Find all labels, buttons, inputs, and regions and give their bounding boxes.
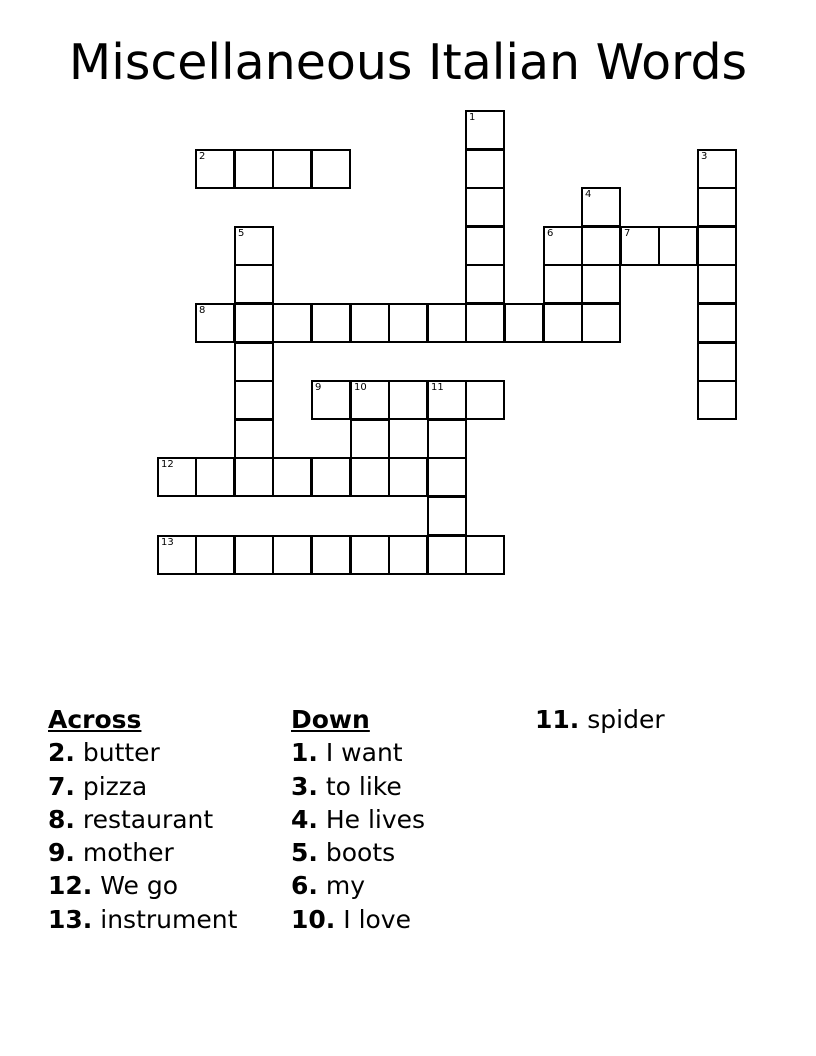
clue-number-label: 10 [354, 382, 367, 393]
clue-text: restaurant [82, 804, 214, 834]
grid-cell[interactable] [465, 110, 505, 150]
grid-cell[interactable] [234, 226, 274, 266]
across-clue [48, 770, 237, 803]
clue-number: 11. [535, 705, 580, 734]
grid-cell[interactable] [388, 380, 428, 420]
down-clue [535, 703, 665, 736]
clue-number-label: 2 [199, 151, 206, 162]
grid-cell[interactable] [427, 496, 467, 536]
down-clue [291, 770, 425, 803]
grid-cell[interactable] [543, 303, 583, 343]
clue-number: 10. [291, 904, 336, 934]
down-clue [291, 903, 425, 936]
grid-cell[interactable] [697, 226, 737, 266]
clue-text: butter [82, 738, 160, 768]
clue-number: 13. [48, 904, 93, 934]
down-heading: Down [291, 705, 370, 734]
across-clue [48, 836, 237, 869]
across-clue [48, 736, 237, 769]
clue-text: I want [325, 738, 403, 768]
clue-number-label: 4 [585, 189, 592, 200]
clue-text: I love [343, 904, 411, 934]
grid-cell[interactable] [427, 419, 467, 459]
clue-number: 1. [291, 738, 318, 768]
grid-cell[interactable] [272, 457, 312, 497]
grid-cell[interactable] [465, 264, 505, 304]
grid-cell[interactable] [504, 303, 544, 343]
grid-cell[interactable] [581, 187, 621, 227]
grid-cell[interactable] [195, 535, 235, 575]
grid-cell[interactable] [465, 149, 505, 189]
grid-cell[interactable] [234, 149, 274, 189]
grid-cell[interactable] [465, 187, 505, 227]
clue-number: 5. [291, 838, 318, 868]
grid-cell[interactable] [697, 264, 737, 304]
grid-cell[interactable] [234, 457, 274, 497]
grid-cell[interactable] [234, 342, 274, 382]
grid-cell[interactable] [620, 226, 660, 266]
grid-cell[interactable] [195, 457, 235, 497]
clue-number-label: 9 [315, 382, 322, 393]
grid-cell[interactable] [658, 226, 698, 266]
grid-cell[interactable] [543, 226, 583, 266]
grid-cell[interactable] [697, 342, 737, 382]
down-clues-continued [535, 703, 665, 736]
grid-cell[interactable] [157, 457, 197, 497]
clue-text: my [325, 871, 366, 901]
grid-cell[interactable] [465, 226, 505, 266]
grid-cell[interactable] [465, 535, 505, 575]
grid-cell[interactable] [272, 535, 312, 575]
grid-cell[interactable] [350, 535, 390, 575]
across-clue [48, 903, 237, 936]
clue-number: 4. [291, 804, 318, 834]
grid-cell[interactable] [427, 303, 467, 343]
grid-cell[interactable] [427, 380, 467, 420]
grid-cell[interactable] [697, 380, 737, 420]
clue-number-label: 11 [431, 382, 444, 393]
grid-cell[interactable] [697, 149, 737, 189]
clue-number-label: 8 [199, 305, 206, 316]
grid-cell[interactable] [427, 457, 467, 497]
clue-number-label: 7 [624, 228, 631, 239]
grid-cell[interactable] [581, 226, 621, 266]
grid-cell[interactable] [350, 419, 390, 459]
grid-cell[interactable] [311, 457, 351, 497]
grid-cell[interactable] [465, 303, 505, 343]
grid-cell[interactable] [311, 380, 351, 420]
grid-cell[interactable] [543, 264, 583, 304]
clue-number-label: 12 [161, 459, 174, 470]
grid-cell[interactable] [234, 264, 274, 304]
clue-number: 6. [291, 871, 318, 901]
grid-cell[interactable] [697, 303, 737, 343]
clue-number: 7. [48, 771, 75, 801]
clue-text: pizza [82, 771, 148, 801]
across-clues [48, 703, 237, 936]
clue-number-label: 1 [469, 112, 476, 123]
grid-cell[interactable] [350, 380, 390, 420]
grid-cell[interactable] [157, 535, 197, 575]
across-clue [48, 869, 237, 902]
grid-cell[interactable] [311, 303, 351, 343]
down-clue [291, 736, 425, 769]
clue-number-label: 3 [701, 151, 708, 162]
grid-cell[interactable] [697, 187, 737, 227]
grid-cell[interactable] [234, 419, 274, 459]
clue-number: 9. [48, 838, 75, 868]
clue-number: 12. [48, 871, 93, 901]
clue-number: 2. [48, 738, 75, 768]
grid-cell[interactable] [581, 303, 621, 343]
clue-number: 8. [48, 804, 75, 834]
clue-text: instrument [100, 904, 238, 934]
grid-cell[interactable] [350, 303, 390, 343]
grid-cell[interactable] [234, 380, 274, 420]
down-clue [291, 836, 425, 869]
clue-text: mother [82, 838, 174, 868]
grid-cell[interactable] [311, 149, 351, 189]
clue-number-label: 6 [547, 228, 554, 239]
down-clue [291, 803, 425, 836]
clue-text: boots [325, 838, 396, 868]
grid-cell[interactable] [234, 303, 274, 343]
grid-cell[interactable] [581, 264, 621, 304]
clue-number-label: 13 [161, 537, 174, 548]
clue-text: spider [587, 705, 665, 734]
across-heading: Across [48, 705, 142, 734]
grid-cell[interactable] [388, 457, 428, 497]
down-clues [291, 703, 425, 936]
grid-cell[interactable] [272, 303, 312, 343]
grid-cell[interactable] [195, 303, 235, 343]
grid-cell[interactable] [465, 380, 505, 420]
grid-cell[interactable] [388, 535, 428, 575]
clue-text: to like [325, 771, 402, 801]
down-clue [291, 869, 425, 902]
grid-cell[interactable] [195, 149, 235, 189]
grid-cell[interactable] [427, 535, 467, 575]
grid-cell[interactable] [350, 457, 390, 497]
grid-cell[interactable] [388, 303, 428, 343]
clue-text: We go [100, 871, 178, 901]
clue-text: He lives [325, 804, 426, 834]
grid-cell[interactable] [272, 149, 312, 189]
page-title: Miscellaneous Italian Words [68, 34, 748, 91]
clue-number-label: 5 [238, 228, 245, 239]
clue-number: 3. [291, 771, 318, 801]
grid-cell[interactable] [311, 535, 351, 575]
grid-cell[interactable] [234, 535, 274, 575]
across-clue [48, 803, 237, 836]
